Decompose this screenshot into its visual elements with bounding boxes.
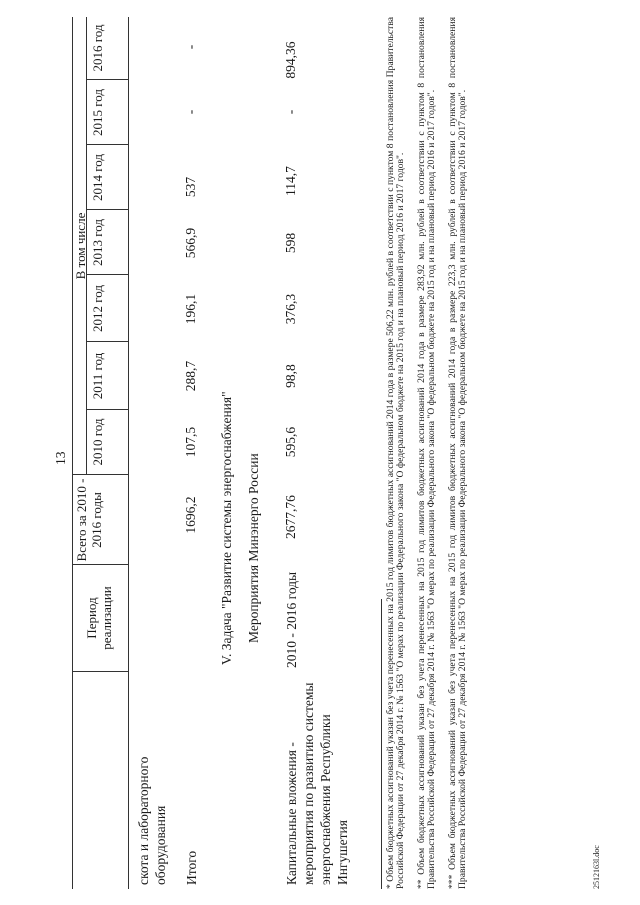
- header-year: 2011 год: [90, 352, 105, 400]
- footnote: * Объем бюджетных ассигнований указан без учета перенесенных на 2015 год лимитов бюджетных ассигнований 2014 года в размере 506,22 млн. рублей в соответствии с пунктом 8 постановления Правительства Российской Федерации от 27 декабря 2014 г. № 1563 "О мерах по реализации Федерального закона "О федеральном бюджете на 2015 год и на плановый период 2016 и 2017 годов".: [385, 17, 407, 889]
- col-divider: [86, 144, 128, 145]
- col-divider: [86, 341, 128, 342]
- capital-row-value: -: [283, 109, 298, 115]
- header-total: Всего за 2010 - 2016 годы: [74, 478, 104, 562]
- col-divider: [72, 564, 128, 565]
- header-year: 2013 год: [90, 219, 105, 266]
- footnote-separator: [381, 599, 382, 889]
- file-name: 2512163l.doc: [592, 845, 601, 889]
- capital-row-label: Капитальные вложения - мероприятия по развитию системы энергоснабжения Республики Ингушетия: [284, 682, 350, 885]
- task-heading: V. Задача "Развитие системы энергоснабжения": [219, 391, 234, 665]
- capital-row-value: 114,7: [283, 166, 298, 196]
- header-year: 2015 год: [90, 89, 105, 136]
- header-year: 2012 год: [90, 285, 105, 332]
- total-row-value: -: [183, 109, 198, 115]
- continuation-text: скота и лабораторного оборудования: [136, 756, 168, 885]
- capital-row-value: 98,8: [283, 364, 298, 388]
- header-year: 2014 год: [90, 154, 105, 201]
- capital-row-period: 2010 - 2016 годы: [284, 571, 299, 668]
- footnote: ** Объем бюджетных ассигнований указан без учета перенесенных на 2015 год лимитов бюджетных ассигнований 2014 года в размере 283,92 млн. рублей в соответствии с пунктом 8 постановления Правительства Российской Федерации от 27 декабря 2014 г. № 1563 "О мерах по реализации Федерального закона "О федеральном бюджете на 2015 год и на плановый период 2016 и 2017 годов".: [416, 17, 438, 889]
- total-row-value: 566,9: [183, 227, 198, 259]
- total-row-value: 288,7: [183, 360, 198, 392]
- header-year: 2016 год: [90, 24, 105, 72]
- total-row-value: 107,5: [183, 426, 198, 458]
- header-including: В том числе: [73, 212, 88, 280]
- header-year: 2010 год: [90, 418, 105, 466]
- total-row-value: 537: [183, 176, 198, 198]
- capital-row-value: 595,6: [283, 426, 298, 458]
- col-divider: [86, 409, 128, 410]
- total-row-sum: 1696,2: [183, 496, 198, 534]
- capital-row-sum: 2677,76: [283, 495, 298, 539]
- col-divider: [86, 274, 128, 275]
- total-row-label: Итого: [184, 850, 199, 885]
- sub-heading: Мероприятия Минэнерго России: [246, 453, 261, 643]
- header-bottom-border: [128, 17, 129, 889]
- total-row-value: 196,1: [183, 293, 198, 325]
- col-divider: [86, 209, 128, 210]
- col-divider: [72, 671, 128, 672]
- header-period: Период реализации: [84, 586, 114, 650]
- capital-row-value: 894,36: [283, 41, 298, 79]
- page-number: 13: [53, 451, 68, 465]
- capital-row-value: 598: [283, 232, 298, 254]
- footnote: *** Объем бюджетных ассигнований указан без учета перенесенных на 2015 год лимитов бюджетных ассигнований 2014 года в размере 223,3 млн. рублей в соответствии с пунктом 8 постановления Правительства Российской Федерации от 27 декабря 2014 г. № 1563 "О мерах по реализации Федерального закона "О федеральном бюджете на 2015 год и на плановый период 2016 и 2017 годов".: [447, 17, 469, 889]
- col-divider: [86, 79, 128, 80]
- total-row-value: -: [183, 44, 198, 50]
- capital-row-value: 376,3: [283, 293, 298, 325]
